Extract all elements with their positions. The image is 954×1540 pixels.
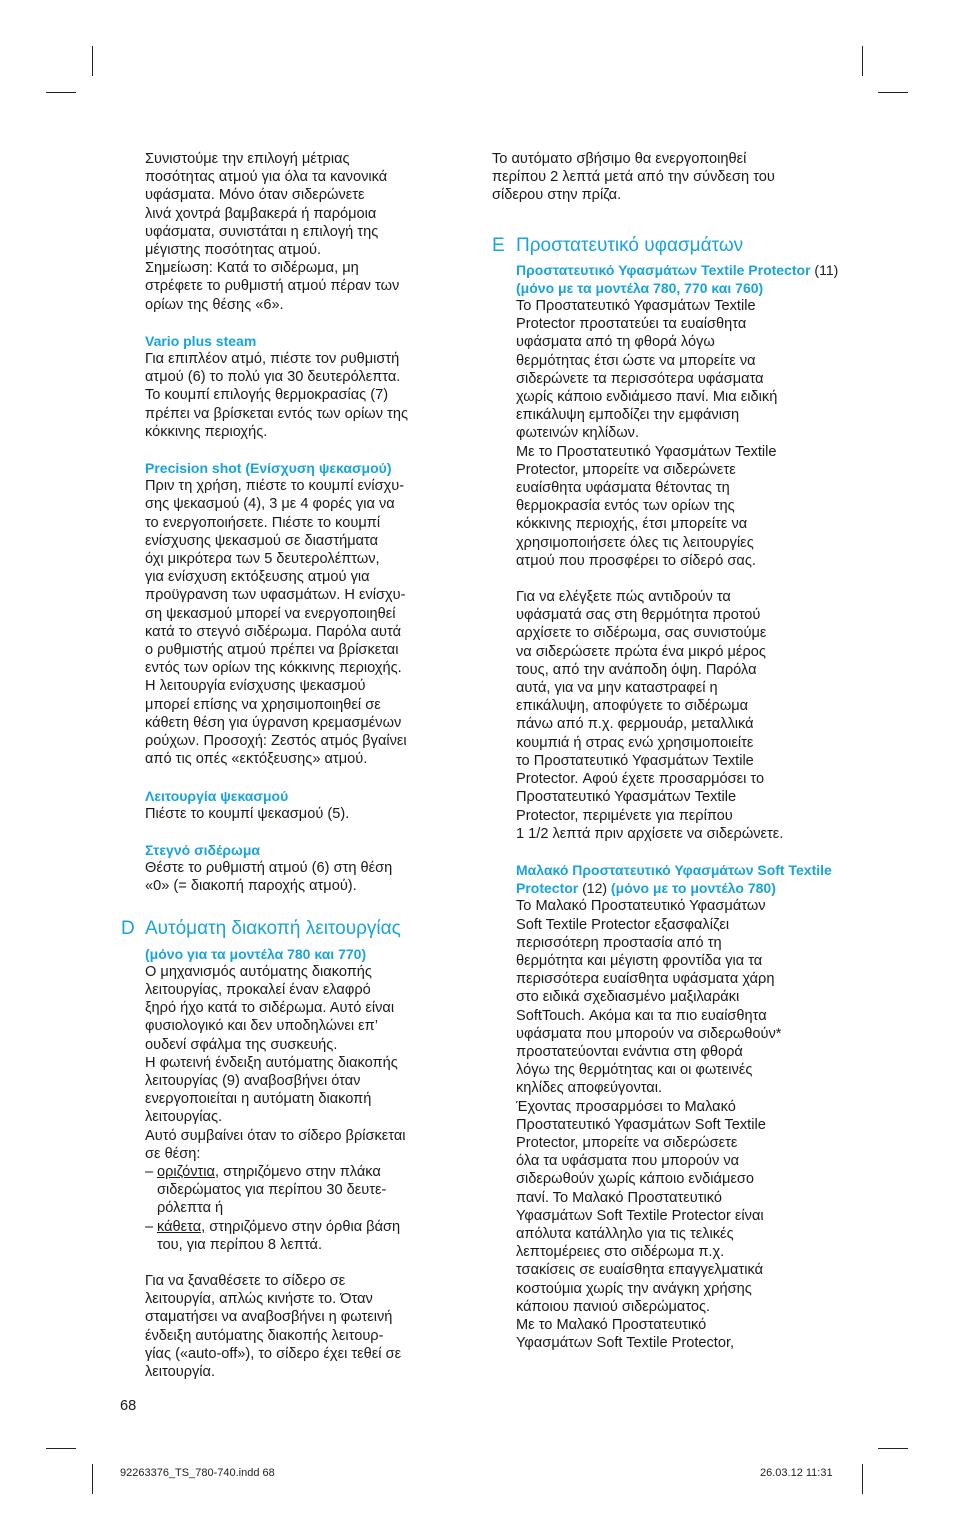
section-d-title: Αυτόματη διακοπή λειτουργίας: [145, 917, 401, 939]
crop-mark: [92, 46, 93, 76]
auto-off-paragraph: Το αυτόματο σβήσιμο θα ενεργοποιηθεί περίπου 2 λεπτά μετά από την σύνδεση του σίδερου στην πρίζα.: [492, 151, 775, 204]
precision-paragraph: Πριν τη χρήση, πιέστε το κουμπί ενίσχυ- σης ψεκασμού (4), 3 με 4 φορές για να το ενεργοποιήσετε. Πιέστε το κουμπί ενίσχυσης ψεκασμού σε διαστήματα όχι μικρότερα των 5 δευτερολέπτων, για ενίσχυση εκτόξευσης ατμού για προϋγρανση των υφασμάτων. Η ενίσχυ- ση ψεκασμού μπορεί να ενεργοποιηθεί κατά το στεγνό σιδέρωμα. Παρόλα αυτά ο ρυθμιστής ατμού πρέπει να βρίσκεται εντός των ορίων της κόκκινης περιοχής. Η λειτουργία ενίσχυσης ψεκασμού μπορεί επίσης να χρησιμοποιηθεί σε κάθετη θέση για ύγρανση κρεμασμένων ρούχων. Προσοχή: Ζεστός ατμός βγαίνει από τις οπές «εκτόξευσης» ατμού.: [145, 478, 407, 768]
crop-mark: [878, 92, 908, 93]
list-underlined: κάθετα,: [157, 1218, 206, 1235]
precision-heading: Precision shot (Ενίσχυση ψεκασμού): [145, 460, 392, 477]
section-d-letter: D: [121, 917, 135, 939]
list-text: στηριζόμενο στην όρθια βάση του, για περίπου 8 λεπτά.: [157, 1218, 401, 1253]
tp-models: (μόνο με τα μοντέλα 780, 770 και 760): [516, 279, 764, 296]
crop-mark: [92, 1464, 93, 1494]
stp-heading: [516, 861, 842, 897]
dry-paragraph: Θέστε το ρυθμιστή ατμού (6) στη θέση «0» (= διακοπή παροχής ατμού).: [145, 860, 393, 895]
footer-file: 92263376_TS_780-740.indd 68: [120, 1467, 275, 1479]
tp-paragraph-2: Για να ελέγξετε πώς αντιδρούν τα υφάσματά σας στη θερμότητα προτού αρχίσετε το σιδέρωμα, σας συνιστούμε να σιδερώσετε πρώτα ένα μικρό μέρος τους, από την ανάποδη όψη. Παρόλα αυτά, για να μην καταστραφεί η επικάλυψη, αποφύγετε το σιδέρωμα πάνω από π.χ. φερμουάρ, μεταλλικά κουμπιά ή στρας ενώ χρησιμοποιείτε το Προστατευτικό Υφασμάτων Textile Protector. Αφού έχετε προσαρμόσει το Προστατευτικό Υφασμάτων Textile Protector, περιμένετε για περίπου 1 1/2 λεπτά πριν αρχίσετε να σιδερώνετε.: [516, 589, 784, 842]
spray-paragraph: Πιέστε το κουμπί ψεκασμού (5).: [145, 805, 350, 822]
d-list-item: [145, 1218, 475, 1254]
crop-mark: [862, 46, 863, 76]
footer-timestamp: 26.03.12 11:31: [760, 1467, 833, 1479]
section-e-heading: [492, 234, 866, 257]
stp-number: (12): [578, 880, 611, 897]
vario-paragraph: Για επιπλέον ατμό, πιέστε τον ρυθμιστή ατμού (6) το πολύ για 30 δευτερόλεπτα. Το κουμπί επιλογής θερμοκρασίας (7) πρέπει να βρίσκεται εντός των ορίων της κόκκινης περιοχής.: [145, 351, 408, 440]
tp-title: Προστατευτικό Υφασμάτων Textile Protector: [516, 261, 811, 278]
section-d-heading: [121, 917, 475, 940]
tp-heading: [516, 261, 842, 297]
right-column: [492, 150, 842, 1352]
vario-heading: Vario plus steam: [145, 332, 257, 349]
spray-heading: Λειτουργία ψεκασμού: [145, 787, 289, 804]
crop-mark: [878, 1448, 908, 1449]
crop-mark: [862, 1464, 863, 1494]
list-underlined: οριζόντια,: [157, 1163, 220, 1180]
tp-paragraph-1: Το Προστατευτικό Υφασμάτων Textile Protector προστατεύει τα ευαίσθητα υφάσματα από τη φθορά λόγω θερμότητας έτσι ώστε να μπορείτε να σιδερώνετε τα περισσότερα υφάσματα χωρίς κάποιο ενδιάμεσο πανί. Μια ειδική επικάλυψη εμποδίζει την εμφάνιση φωτεινών κηλίδων. Με το Προστατευτικό Υφασμάτων Textile Protector, μπορείτε να σιδερώνετε ευαίσθητα υφάσματα θέτοντας τη θερμοκρασία εντός των ορίων της κόκκινης περιοχής, έτσι μπορείτε να χρησιμοποιήσετε όλες τις λειτουργίες ατμού που προσφέρει το σίδερό σας.: [516, 298, 778, 569]
left-column: [121, 150, 475, 1381]
stp-models: (μόνο με το μοντέλο 780): [610, 880, 776, 897]
list-text: στηριζόμενο στην πλάκα σιδερώματος για περίπου 30 δευτε- ρόλεπτα ή: [157, 1163, 387, 1217]
d-list-item: [145, 1163, 475, 1218]
d-paragraph-2: Για να ξαναθέσετε το σίδερο σε λειτουργία, απλώς κινήστε το. Όταν σταματήσει να αναβοσβήνει η φωτεινή ένδειξη αυτόματης διακοπής λειτουρ- γίας («auto-off»), το σίδερο έχει τεθεί σε λειτουργία.: [145, 1272, 402, 1380]
section-e-body: [492, 261, 842, 1353]
section-d-subtitle: (μόνο για τα μοντέλα 780 και 770): [145, 945, 367, 962]
crop-mark: [46, 1448, 76, 1449]
d-paragraph-1: Ο μηχανισμός αυτόματης διακοπής λειτουργίας, προκαλεί έναν ελαφρό ξηρό ήχο κατά το σιδέρωμα. Αυτό είναι φυσιολογικό και δεν υποδηλώνει επ’ ουδενί σφάλμα της συσκευής. Η φωτεινή ένδειξη αυτόματης διακοπής λειτουργίας (9) αναβοσβήνει όταν ενεργοποιείται η αυτόματη διακοπή λειτουργίας. Αυτό συμβαίνει όταν το σίδερο βρίσκεται σε θέση:: [145, 963, 406, 1162]
stp-title: Μαλακό Προστατευτικό Υφασμάτων Soft Textile Protector: [516, 861, 832, 897]
section-e-letter: E: [492, 234, 505, 256]
page-number: 68: [120, 1398, 137, 1414]
section-e-title: Προστατευτικό υφασμάτων: [516, 234, 744, 256]
tp-number: (11): [810, 261, 839, 278]
crop-mark: [46, 92, 76, 93]
intro-paragraph: Συνιστούμε την επιλογή μέτριας ποσότητας ατμού για όλα τα κανονικά υφάσματα. Μόνο όταν σιδερώνετε λινά χοντρά βαμβακερά ή παρόμοια υφάσματα, συνιστάται η επιλογή της μέγιστης ποσότητας ατμού. Σημείωση: Κατά το σιδέρωμα, μη στρέφετε το ρυθμιστή ατμού πέραν των ορίων της θέσης «6».: [145, 151, 400, 313]
stp-paragraph: Το Μαλακό Προστατευτικό Υφασμάτων Soft Textile Protector εξασφαλίζει περισσότερη προστασία από τη θερμότητα και μέγιστη φροντίδα για τα περισσότερα ευαίσθητα υφάσματα χάρη στο ειδικά σχεδιασμένο μαξιλαράκι SoftTouch. Ακόμα και τα πιο ευαίσθητα υφάσματα που μπορούν να σιδερωθούν* προστατεύονται ενάντια στη φθορά λόγω της θερμότητας και οι φωτεινές κηλίδες αποφεύγονται. Έχοντας προσαρμόσει το Μαλακό Προστατευτικό Υφασμάτων Soft Textile Protector, μπορείτε να σιδερώσετε όλα τα υφάσματα που μπορούν να σιδερωθούν χωρίς κάποιο ενδιάμεσο πανί. Το Μαλακό Προστατευτικό Υφασμάτων Soft Textile Protector είναι απόλυτα κατάλληλο για τις τελικές λεπτομέρειες στο σιδέρωμα π.χ. τσακίσεις σε ευαίσθητα επαγγελματικά κοστούμια χωρίς την ανάγκη χρήσης κάποιου πανιού σιδερώματος. Με το Μαλακό Προστατευτικό Υφασμάτων Soft Textile Protector,: [516, 898, 782, 1352]
list-dash: –: [145, 1163, 154, 1180]
list-dash: –: [145, 1218, 154, 1235]
dry-heading: Στεγνό σιδέρωμα: [145, 841, 261, 858]
